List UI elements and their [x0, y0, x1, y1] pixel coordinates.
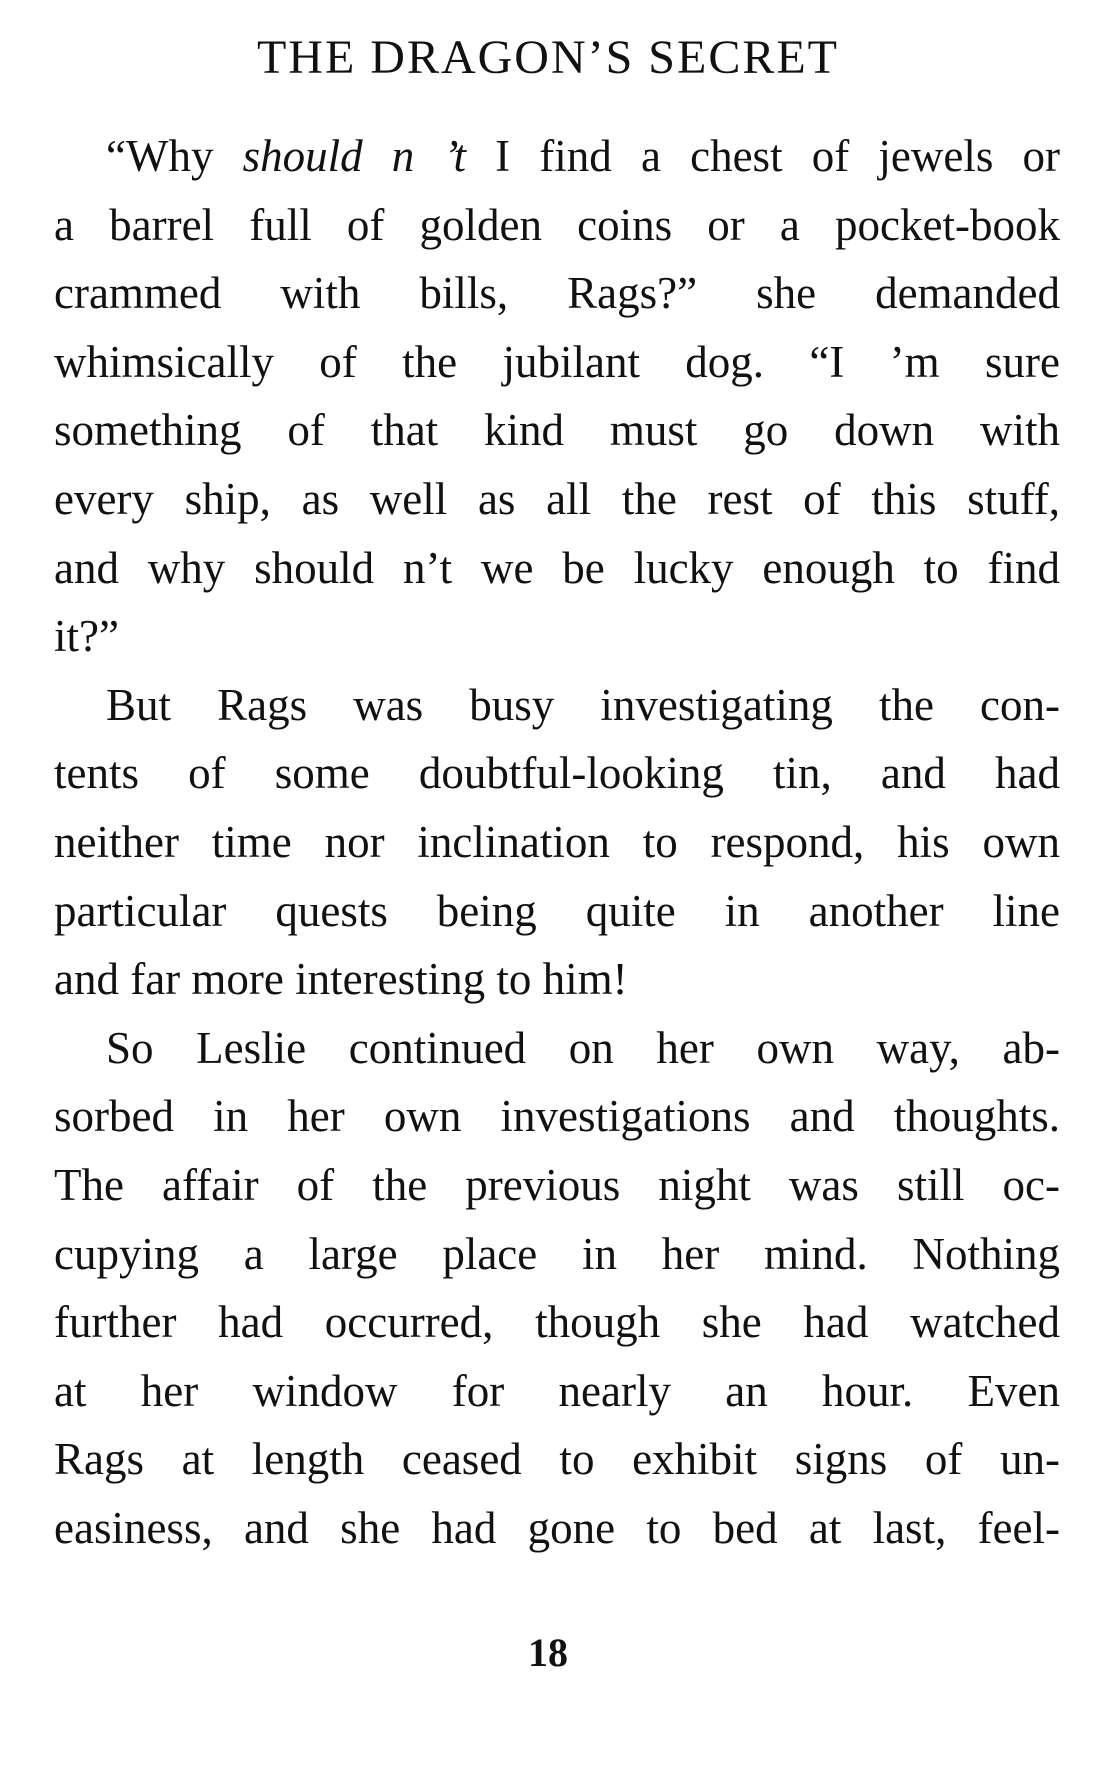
text-line: So Leslie continued on her own way, ab-: [106, 1022, 1060, 1073]
text-line: further had occurred, though she had watched: [54, 1297, 1060, 1348]
body-text: [54, 122, 1060, 1562]
text-line: Rags at length ceased to exhibit signs of un-: [54, 1434, 1060, 1485]
text-line: crammed with bills, Rags?” she demanded: [54, 268, 1060, 319]
text-line: [54, 122, 1060, 191]
text-line: a barrel full of golden coins or a pocket-book: [54, 199, 1060, 250]
text-line: tents of some doubtful-looking tin, and had: [54, 748, 1060, 799]
page-number: 18: [528, 1630, 568, 1675]
text-line: neither time nor inclination to respond, his own: [54, 816, 1060, 867]
text-line: The affair of the previous night was still oc-: [54, 1159, 1060, 1210]
text-line: at her window for nearly an hour. Even: [54, 1365, 1060, 1416]
text-line: and far more interesting to him!: [54, 954, 628, 1005]
text-line: something of that kind must go down with: [54, 405, 1060, 456]
text-line: cupying a large place in her mind. Nothing: [54, 1228, 1060, 1279]
text-line: whimsically of the jubilant dog. “I ’m sure: [54, 336, 1060, 387]
emphasis-text: should n ’t: [242, 131, 466, 181]
line-segment: I find a chest of jewels or: [465, 131, 1061, 181]
text-line: easiness, and she had gone to bed at last, feel-: [54, 1502, 1060, 1553]
line-segment: “Why: [106, 131, 243, 181]
text-line: it?”: [54, 611, 119, 662]
text-line: every ship, as well as all the rest of this stuff,: [54, 473, 1060, 524]
text-line: sorbed in her own investigations and thoughts.: [54, 1091, 1060, 1142]
text-line: But Rags was busy investigating the con-: [106, 679, 1060, 730]
text-line: particular quests being quite in another line: [54, 885, 1060, 936]
text-line: and why should n’t we be lucky enough to find: [54, 542, 1060, 593]
running-head: THE DRAGON’S SECRET: [256, 31, 839, 84]
